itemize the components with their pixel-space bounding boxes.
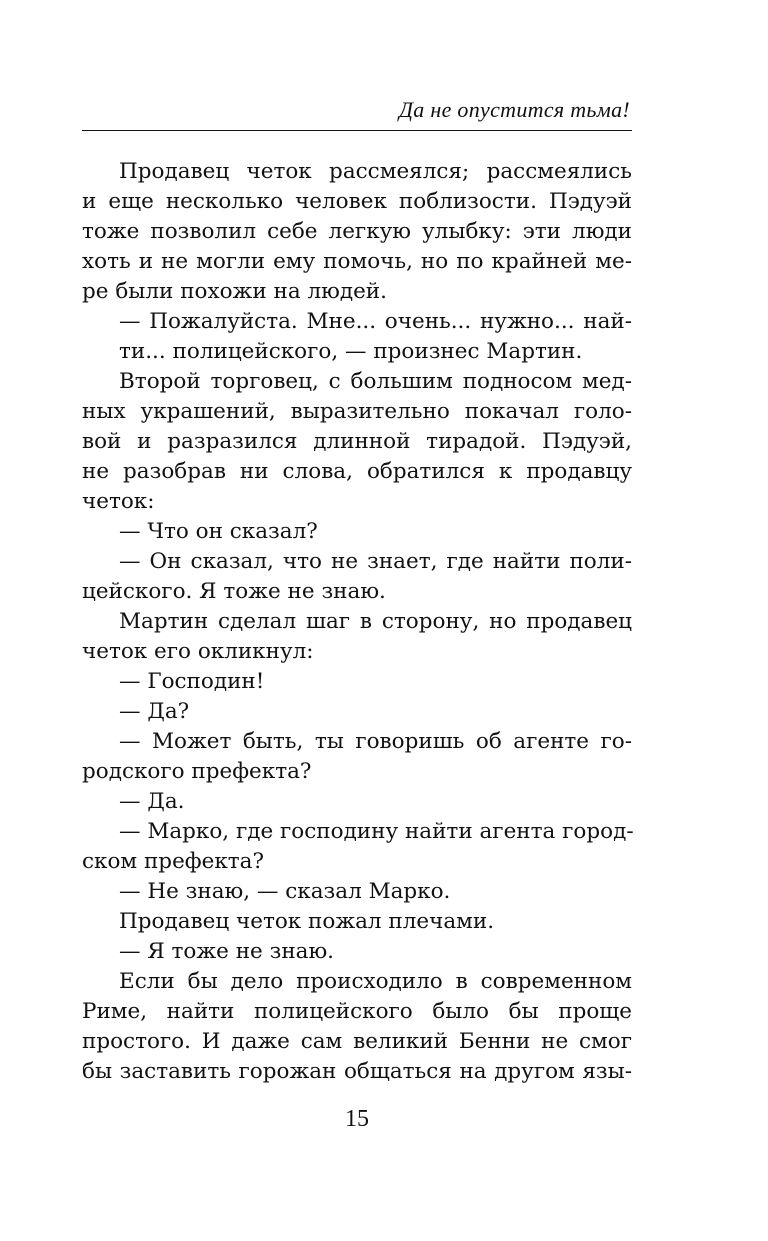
text-line: ти... полицейского, — произнес Мартин. [119, 339, 583, 364]
text-line: Второй торговец, с большим подносом мед- [119, 369, 632, 394]
text-line: и еще несколько человек поблизости. Пэдуэй [82, 189, 632, 214]
text-line: — Он сказал, что не знает, где найти поли- [119, 549, 632, 574]
text-line: родского префекта? [82, 759, 312, 784]
text-line: — Не знаю, — сказал Марко. [119, 879, 451, 904]
header-rule [82, 130, 632, 131]
text-line: вой и разразился длинной тирадой. Пэдуэй, [82, 429, 632, 454]
text-line: ре были похожи на людей. [82, 279, 387, 304]
text-line: Продавец четок рассмеялся; рассмеялись [119, 159, 632, 184]
running-head-title: Да не опустится тьма! [398, 97, 630, 122]
text-line: простого. И даже сам великий Бенни не смог [82, 1029, 632, 1054]
text-line: — Марко, где господину найти агента город- [119, 819, 634, 844]
text-line: четок его окликнул: [82, 639, 314, 664]
text-line: цейского. Я тоже не знаю. [82, 579, 386, 604]
text-line: — Я тоже не знаю. [119, 939, 335, 964]
body-text [82, 157, 632, 1087]
text-line: — Да? [119, 699, 190, 724]
text-line: Продавец четок пожал плечами. [119, 909, 495, 934]
text-line: Мартин сделал шаг в сторону, но продавец [119, 609, 632, 634]
text-line: ском префекта? [82, 849, 265, 874]
text-line: Риме, найти полицейского было бы проще [82, 999, 632, 1024]
text-line: хоть и не могли ему помочь, но по крайней ме- [82, 249, 632, 274]
text-line: — Господин! [119, 669, 265, 694]
text-line: — Что он сказал? [119, 519, 318, 544]
text-line: не разобрав ни слова, обратился к продавцу [82, 459, 632, 484]
page-number: 15 [345, 1106, 369, 1132]
text-line: — Может быть, ты говоришь об агенте го- [119, 729, 632, 754]
text-line: — Пожалуйста. Мне... очень... нужно... най- [119, 309, 632, 334]
text-line: тоже позволил себе легкую улыбку: эти люди [82, 219, 632, 244]
text-line: четок: [82, 489, 155, 514]
text-line: бы заставить горожан общаться на другом язы- [82, 1059, 632, 1084]
text-line: ных украшений, выразительно покачал голо- [82, 399, 632, 424]
text-line: Если бы дело происходило в современном [119, 969, 632, 994]
text-line: — Да. [119, 789, 185, 814]
